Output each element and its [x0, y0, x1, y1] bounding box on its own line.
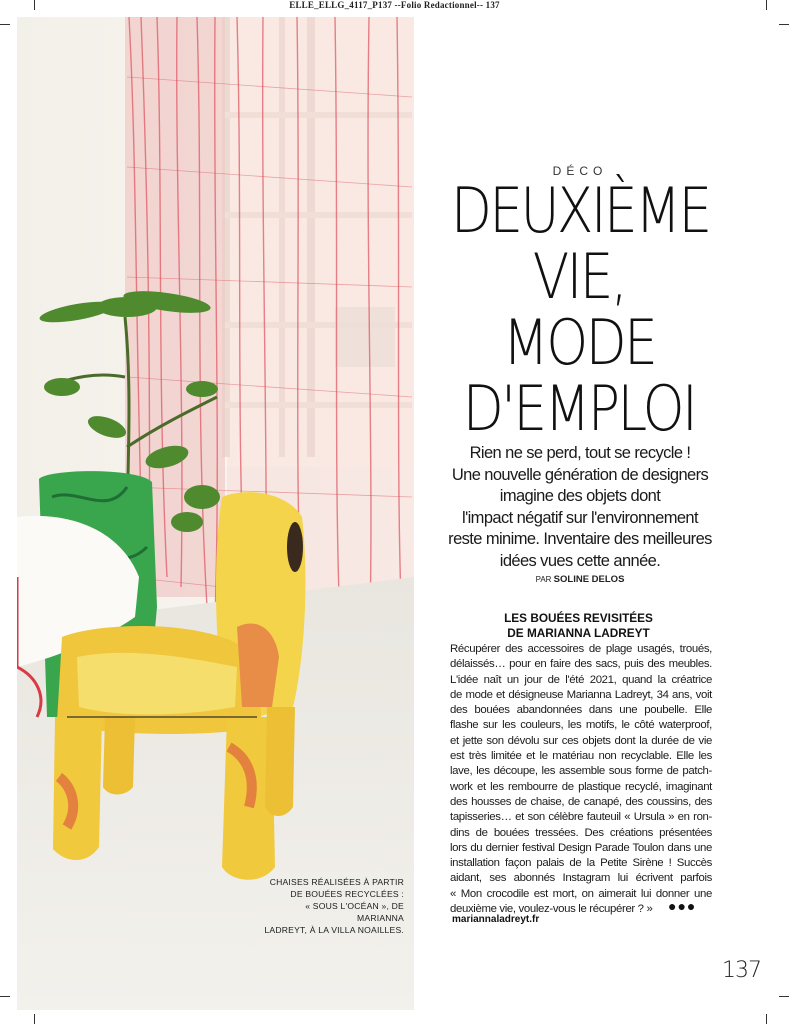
standfirst-line: imagine des objets dont	[499, 487, 661, 505]
section-heading	[446, 611, 711, 640]
body-line: installation façon palais de la Petite Sirène ! Succès	[450, 857, 712, 870]
end-marks: ●●●	[668, 898, 697, 914]
photo-inflatable-chairs	[17, 17, 414, 1010]
headline-line: MODE	[502, 306, 656, 379]
caption-line: DE BOUÉES RECYCLÉES :	[290, 889, 404, 899]
body-line: des housses de chaise, de canapé, des coussins, des	[450, 795, 712, 808]
designer-website-link[interactable]: mariannaladreyt.fr	[452, 914, 540, 925]
headline-line: D'EMPLOI	[462, 372, 696, 445]
body-line: work et les rembourre de plastique recyclé, imaginant	[450, 780, 712, 793]
body-line: délaissés… pour en faire des sacs, puis des meubles.	[450, 658, 712, 671]
crop-mark	[779, 996, 789, 997]
caption-line: « SOUS L'OCÉAN », DE MARIANNA	[305, 901, 404, 923]
body-line: et jette son dévolu sur ces objets dont la durée de vie	[450, 734, 712, 747]
body-line: Récupérer des accessoires de plage usagés, troués,	[450, 643, 712, 655]
body-line: « Mon crocodile est mort, on aimerait lui donner une	[450, 887, 712, 900]
headline-line: DEUXIÈME	[450, 174, 710, 247]
caption-line: CHAISES RÉALISÉES À PARTIR	[269, 877, 404, 887]
print-slug: ELLE_ELLG_4117_P137 --Folio Redactionnel-- 137	[289, 0, 500, 10]
headline	[450, 174, 710, 445]
crop-mark	[34, 1014, 35, 1024]
body-line: aidant, ses abonnés Instagram lui écrivent parfois	[450, 872, 712, 885]
crop-mark	[34, 0, 35, 10]
standfirst-line: Une nouvelle génération de designers	[451, 465, 709, 484]
body-line: lave, les découpe, les assemble sous forme de patch-	[450, 765, 712, 778]
body-line: est très limitée et le matériau non recyclable. Elle les	[450, 750, 712, 763]
byline-prefix: PAR	[535, 575, 552, 584]
crop-mark	[0, 996, 10, 997]
body-line: tapisseries… et son célèbre fauteuil « Ursula » en ron-	[450, 811, 712, 824]
article-body	[450, 642, 712, 917]
standfirst-line: Rien ne se perd, tout se recycle !	[469, 444, 691, 462]
body-line: lors du dernier festival Design Parade Toulon dans une	[450, 841, 712, 854]
section-heading-line: LES BOUÉES REVISITÉES	[504, 611, 653, 625]
crop-mark	[766, 0, 767, 10]
photo-caption	[262, 876, 404, 936]
crop-mark	[779, 24, 789, 25]
standfirst	[438, 443, 722, 572]
rubric: DÉCO	[552, 164, 608, 178]
standfirst-line: l'impact négatif sur l'environnement	[462, 508, 698, 527]
body-line: des bouées abandonnées dans une poubelle. Elle	[450, 704, 712, 717]
headline-line: VIE,	[532, 240, 626, 313]
crop-mark	[766, 1014, 767, 1024]
crop-mark	[0, 24, 10, 25]
body-line: de mode et désigneuse Marianna Ladreyt, 34 ans, voit	[450, 688, 712, 701]
body-line: L'idée naît un jour de l'été 2021, quand la créatrice	[450, 673, 712, 686]
page-number: 137	[722, 958, 761, 983]
section-heading-line: DE MARIANNA LADREYT	[507, 625, 650, 640]
body-line: dins de bouées tressées. Des créations présentées	[450, 826, 712, 839]
body-line: deuxième vie, voulez-vous le récupérer ? »	[450, 903, 653, 916]
byline	[440, 574, 720, 585]
body-line: flashe sur les couleurs, les motifs, le côté waterproof,	[450, 719, 712, 732]
caption-line: LADREYT, À LA VILLA NOAILLES.	[264, 925, 404, 935]
author-name: SOLINE DELOS	[553, 574, 625, 585]
standfirst-line: idées vues cette année.	[499, 551, 661, 570]
standfirst-line: reste minime. Inventaire des meilleures	[448, 530, 712, 548]
